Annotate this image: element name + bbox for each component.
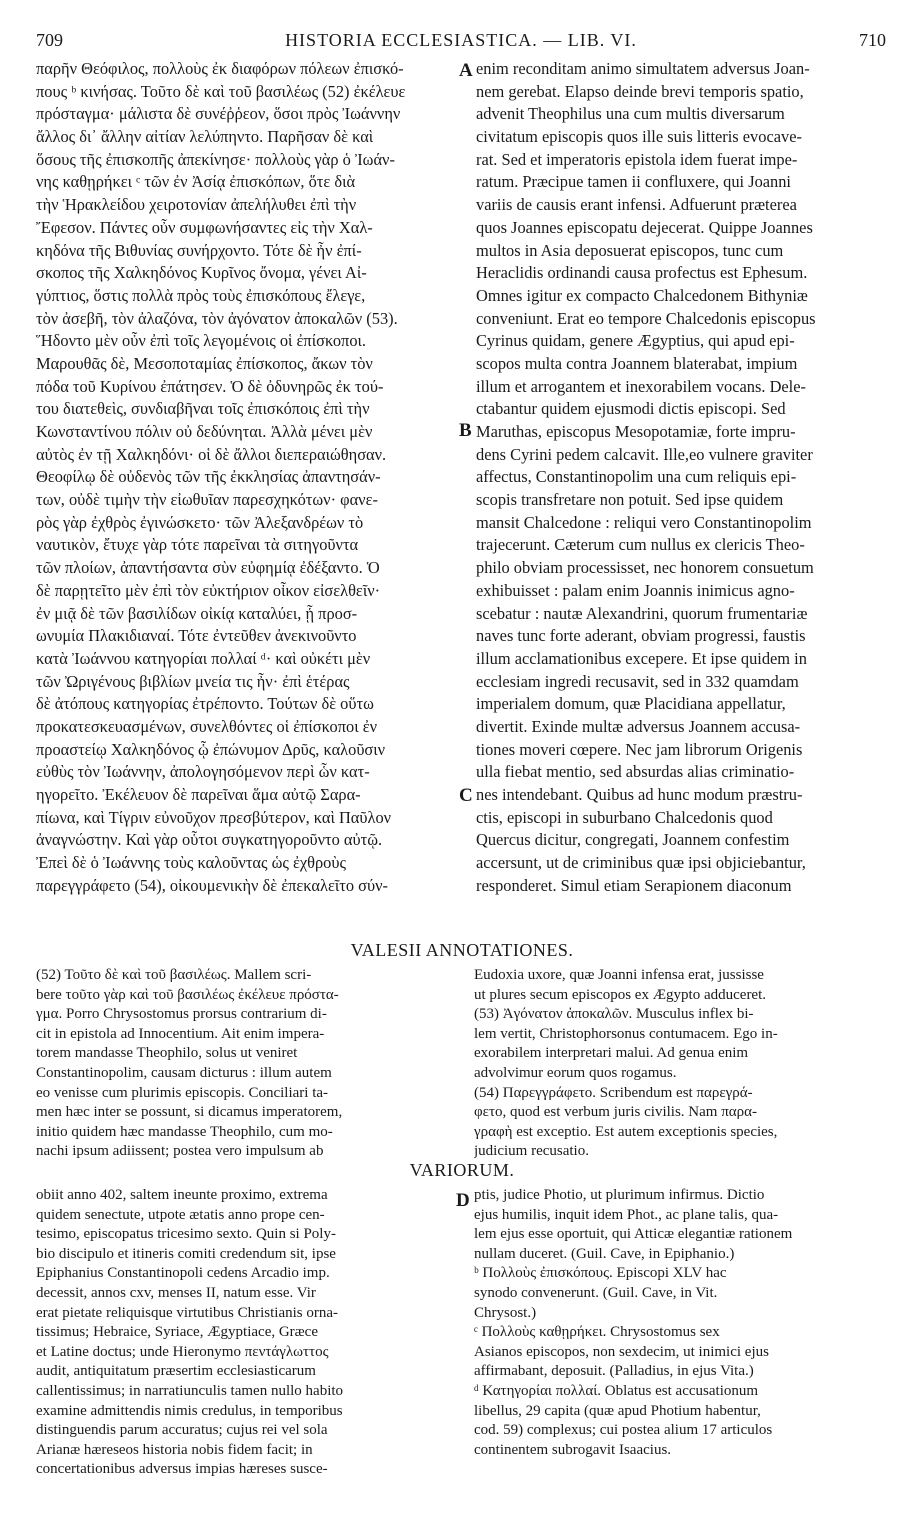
variorum-left-line: tissimus; Hebraice, Syriace, Ægyptiace, Græce: [36, 1324, 318, 1341]
valesii-right-line: exorabilem interpretari malui. Ad genua enim: [474, 1045, 749, 1062]
variorum-right-line: nullam duceret. (Guil. Cave, in Epiphanio.): [474, 1245, 735, 1262]
variorum-left-line: concertationibus adversus impias hæreses susce-: [36, 1461, 328, 1478]
greek-line: δὲ ἀτόπους κατηγορίας ἐτρέποντο. Τούτων δὲ οὕτω: [36, 694, 374, 714]
latin-main-text: [476, 58, 888, 897]
variorum-right-line: ejus humilis, inquit idem Phot., ac plane talis, qua-: [474, 1206, 779, 1223]
margin-marker-d: D: [456, 1190, 470, 1211]
latin-line: Omnes igitur ex compacto Chalcedonem Bithyniæ: [476, 285, 808, 305]
latin-line: variis de causis erant infensi. Adfuerunt præterea: [476, 195, 797, 215]
greek-line: ωνυμία Πλακιδιαναί. Τότε ἐντεῦθεν ἀνεκινοῦντο: [36, 626, 357, 646]
variorum-left-line: callentissimus; in narratiunculis tamen nullo habito: [36, 1382, 344, 1399]
valesii-right-line: advolvimur eorum quos rogamus.: [474, 1064, 677, 1081]
greek-line: γύπτιος, ὅστις πολλὰ πρὸς τοὺς ἐπισκόπους ἔλεγε,: [36, 285, 366, 305]
latin-line: Maruthas, episcopus Mesopotamiæ, forte impru-: [476, 422, 796, 441]
valesii-notes-left: [36, 966, 454, 1162]
latin-line: quos Joannes episcopatu dejecerat. Quippe Joannes: [476, 217, 813, 237]
latin-line: ratum. Præcipue tamen ii confluxere, qui Joanni: [476, 172, 791, 192]
variorum-notes-right: [474, 1186, 892, 1460]
greek-line: Ἐπεὶ δὲ ὁ Ἰωάννης τοὺς καλοῦντας ὡς ἐχθροὺς: [36, 853, 346, 873]
greek-line: ὅσους τῆς ἐπισκοπῆς ἀπεκίνησε· πολλοὺς γὰρ ὁ Ἰωάν-: [36, 149, 395, 169]
variorum-left-line: et Latine doctus; unde Hieronymo πεντάγλωττος: [36, 1343, 329, 1360]
greek-main-text: [36, 58, 458, 897]
valesii-notes-right: [474, 966, 892, 1162]
variorum-left-line: Arianæ hæreseos historia nobis fidem facit; in: [36, 1441, 313, 1458]
valesii-right-line: lem vertit, Christophorsonus contumacem. Ego in-: [474, 1025, 778, 1042]
valesii-left-line: initio quidem hæc mandasse Theophilo, cum mo-: [36, 1123, 333, 1140]
variorum-left-line: obiit anno 402, saltem ineunte proximo, extrema: [36, 1187, 328, 1203]
margin-marker-a: A: [459, 60, 473, 81]
latin-line: divertit. Exinde multæ adversus Joannem accusa-: [476, 716, 801, 736]
greek-line: πους ᵇ κινήσας. Τοῦτο δὲ καὶ τοῦ βασιλέως (52) ἐκέλευε: [36, 81, 406, 101]
variorum-left-line: quidem senectute, utpote ætatis anno prope cen-: [36, 1206, 325, 1223]
latin-line: ulla fiebat mentio, sed absurdas alias criminatio-: [476, 762, 795, 782]
valesii-right-line: γραφὴ est exceptio. Est autem exceptionis species,: [474, 1123, 778, 1140]
greek-line: τῶν Ὠριγένους βιβλίων μνεία τις ἦν· ἐπὶ ἑτέρας: [36, 671, 350, 691]
latin-line: philo obviam processisset, nec honorem consuetum: [476, 558, 814, 578]
latin-line: affectus, Constantinopolim una cum reliquis epi-: [476, 467, 797, 487]
variorum-left-line: bio discipulo et itineris comiti credendum sit, ipse: [36, 1245, 336, 1262]
latin-line: scopis transfretare non potuit. Sed ipse quidem: [476, 490, 784, 510]
valesii-right-line: ut plures secum episcopos ex Ægypto adduceret.: [474, 986, 767, 1003]
greek-line: ρὸς γὰρ ἐχθρὸς ἐγινώσκετο· τῶν Ἀλεξανδρέων τὸ: [36, 512, 364, 532]
greek-line: των, οὐδὲ τιμὴν τὴν εἰωθυῖαν παρεσχηκότων· φανε-: [36, 490, 378, 510]
valesii-left-line: (52) Τοῦτο δὲ καὶ τοῦ βασιλέως. Mallem scri-: [36, 967, 312, 983]
variorum-right-line: ptis, judice Photio, ut plurimum infirmus. Dictio: [474, 1187, 765, 1203]
latin-line: trajecerunt. Cæterum cum nullus ex clericis Theo-: [476, 535, 805, 555]
variorum-right-line: affirmabant, deposuit. (Palladius, in ejus Vita.): [474, 1363, 754, 1380]
greek-line: πόδα τοῦ Κυρίνου ἐπάτησεν. Ὁ δὲ ὀδυνηρῶς ἐκ τού-: [36, 376, 384, 396]
greek-line: παρῆν Θεόφιλος, πολλοὺς ἐκ διαφόρων πόλεων ἐπισκό-: [36, 59, 404, 78]
variorum-left-line: Epiphanius Constantinopoli cedens Arcadio imp.: [36, 1265, 330, 1282]
latin-line: Quercus dicitur, congregati, Joannem confestim: [476, 830, 790, 850]
variorum-right-line: lem ejus esse oportuit, qui Atticæ elegantiæ rationem: [474, 1226, 793, 1243]
valesii-left-line: men hæc inter se possunt, si dicamus imperatorem,: [36, 1104, 343, 1121]
latin-line: scebatur : nautæ Alexandrini, quorum frumentariæ: [476, 603, 808, 623]
variorum-right-line: ᶜ Πολλοὺς καθῃρήκει. Chrysostomus sex: [474, 1324, 720, 1341]
latin-line: rat. Sed et imperatoris epistola idem fuerat impe-: [476, 149, 798, 169]
latin-line: accersunt, ut de criminibus quæ ipsi objiciebantur,: [476, 853, 806, 873]
greek-line: τὸν ἀσεβῆ, τὸν ἀλαζόνα, τὸν ἀγόνατον ἀποκαλῶν (53).: [36, 308, 398, 328]
greek-line: εὐθὺς τὸν Ἰωάννην, ἀπολογησόμενον περὶ ὧν κατ-: [36, 762, 370, 782]
latin-line: Cyrinus quidam, genere Ægyptius, qui apud epi-: [476, 331, 795, 351]
greek-line: κατὰ Ἰωάννου κατηγορίαι πολλαί ᵈ· καὶ οὐκέτι μὲν: [36, 648, 371, 668]
latin-line: advenit Theophilus una cum multis diversarum: [476, 104, 785, 124]
latin-line: naves tunc forte aderant, obviam progressi, faustis: [476, 626, 806, 646]
greek-line: νης καθῃρήκει ᶜ τῶν ἐν Ἀσίᾳ ἐπισκόπων, ὅτε διὰ: [36, 172, 356, 192]
variorum-left-line: decessit, annos cxv, menses II, natum esse. Vir: [36, 1284, 316, 1301]
valesii-right-line: Eudoxia uxore, quæ Joanni infensa erat, jussisse: [474, 967, 764, 983]
greek-line: πίωνα, καὶ Τίγριν εὐνοῦχον πρεσβύτερον, καὶ Παῦλον: [36, 807, 392, 827]
greek-line: ἀναγνώστην. Καὶ γὰρ οὗτοι συγκατηγοροῦντο αὐτῷ.: [36, 830, 383, 850]
greek-line: παρεγγράφετο (54), οἰκουμενικὴν δὲ ἐπεκαλεῖτο σύν-: [36, 875, 388, 895]
latin-line: ctis, episcopi in suburbano Chalcedonis quod: [476, 807, 773, 827]
valesii-right-line: (54) Παρεγγράφετο. Scribendum est παρεγρά-: [474, 1084, 753, 1101]
latin-line: tiones moveri cœpere. Nec jam librorum Origenis: [476, 739, 803, 759]
greek-line: ναυτικὸν, ἔτυχε γὰρ τότε παρεῖναι τὰ σιτηγοῦντα: [36, 535, 359, 555]
page-number-right: 710: [859, 30, 886, 50]
margin-marker-c: C: [459, 785, 473, 806]
latin-line: scopos multa contra Joannem blaterabat, impium: [476, 353, 798, 373]
variorum-right-line: ᵇ Πολλοὺς ἐπισκόπους. Episcopi XLV hac: [474, 1265, 727, 1282]
valesii-right-line: judicium recusatio.: [474, 1143, 589, 1160]
page-number-left: 709: [36, 30, 63, 50]
latin-line: imperialem domum, quæ Placidiana appellatur,: [476, 694, 786, 714]
greek-line: ἄλλος δι᾽ ἄλλην αἰτίαν λελύπηντο. Παρῆσαν δὲ καὶ: [36, 127, 374, 147]
valesii-left-line: cit in epistola ad Innocentium. Ait enim impera-: [36, 1025, 325, 1042]
latin-line: multos in Asia deposuerat episcopos, tunc cum: [476, 240, 784, 260]
greek-line: Μαρουθᾶς δὲ, Μεσοποταμίας ἐπίσκοπος, ἄκων τὸν: [36, 353, 373, 373]
variorum-left-line: erat pietate reliquisque virtutibus Christianis orna-: [36, 1304, 339, 1321]
valesii-left-line: bere τοῦτο γὰρ καὶ τοῦ βασιλέως ἐκέλευε πρόστα-: [36, 986, 339, 1003]
valesii-left-line: γμα. Porro Chrysostomus prorsus contrarium di-: [36, 1006, 327, 1023]
running-title: HISTORIA ECCLESIASTICA. — LIB. VI.: [285, 30, 637, 50]
greek-line: σκοπος τῆς Χαλκηδόνος Κυρῖνος ὄνομα, γένει Αἰ-: [36, 263, 367, 283]
variorum-right-line: synodo convenerunt. (Guil. Cave, in Vit.: [474, 1284, 718, 1301]
margin-marker-b: B: [459, 420, 472, 441]
latin-line: nem gerebat. Elapso deinde brevi temporis spatio,: [476, 81, 804, 101]
variorum-title: VARIORUM.: [409, 1160, 515, 1180]
greek-line: τὴν Ἡρακλείδου χειροτονίαν ἀπελήλυθει ἐπὶ τὴν: [36, 195, 357, 215]
variorum-left-line: tesimo, episcopatus tricesimo sexto. Quin si Poly-: [36, 1226, 336, 1243]
greek-line: προκατεσκευασμένων, συνελθόντες οἱ ἐπίσκοποι ἐν: [36, 716, 377, 736]
greek-line: Κωνσταντίνου πόλιν οὐ δεδύνηται. Ἀλλὰ μένει μὲν: [36, 422, 373, 441]
latin-line: nes intendebant. Quibus ad hunc modum præstru-: [476, 785, 803, 804]
latin-line: illum acclamationibus excepere. Et ipse quidem in: [476, 648, 807, 668]
greek-line: αὐτὸς ἐν τῇ Χαλκηδόνι· οἱ δὲ ἄλλοι διεπεραιώθησαν.: [36, 444, 387, 464]
variorum-left-line: distinguendis parum accuratus; cujus rei vel sola: [36, 1422, 328, 1439]
greek-line: Ἥδοντο μὲν οὖν ἐπὶ τοῖς λεγομένοις οἱ ἐπίσκοποι.: [36, 331, 367, 351]
greek-line: του διατεθεὶς, συνδιαβῆναι τοῖς ἐπισκόποις ἐπὶ τὴν: [36, 399, 370, 419]
latin-line: mansit Chalcedone : reliqui vero Constantinopolim: [476, 512, 812, 532]
latin-line: conveniunt. Erat eo tempore Chalcedonis episcopus: [476, 308, 816, 328]
greek-line: Θεοφίλῳ δὲ οὐδενὸς τῶν τῆς ἐκκλησίας ἀπαντησάν-: [36, 467, 381, 487]
greek-line: τῶν πλοίων, ἀπαντήσαντα σὺν εὐφημίᾳ ἐδέξαντο. Ὁ: [36, 558, 380, 578]
latin-line: ecclesiam ingredi recusavit, sed in 332 quamdam: [476, 671, 799, 691]
latin-line: ctabantur quidem ejusmodi dictis episcopi. Sed: [476, 399, 786, 419]
latin-line: dens Cyrini pedem calcavit. Ille,eo vulnere graviter: [476, 444, 813, 464]
valesii-right-line: (53) Ἀγόνατον ἀποκαλῶν. Musculus inflex bi-: [474, 1006, 754, 1023]
variorum-right-line: cod. 59) complexus; cui postea alium 17 articulos: [474, 1422, 773, 1439]
latin-line: enim reconditam animo simultatem adversus Joan-: [476, 59, 810, 78]
greek-line: κηδόνα τῆς Βιθυνίας συνήρχοντο. Τότε δὲ ἦν ἐπί-: [36, 240, 362, 260]
variorum-left-line: examine admittendis nimis credulus, in temporibus: [36, 1402, 343, 1419]
valesii-left-line: nachi ipsum adiissent; postea vero impulsum ab: [36, 1143, 324, 1160]
valesii-left-line: Constantinopolim, causam dicturus : illum autem: [36, 1064, 332, 1081]
greek-line: ηγορεῖτο. Ἐκέλευον δὲ παρεῖναι ἅμα αὐτῷ Σαρα-: [36, 785, 361, 804]
variorum-right-line: Asianos episcopos, non sexdecim, ut inimici ejus: [474, 1343, 769, 1360]
greek-line: δὲ παρῃτεῖτο μὲν ἐπὶ τὸν εὐκτήριον οἶκον εἰσελθεῖν·: [36, 580, 381, 600]
valesii-left-line: eo venisse cum plurimis episcopis. Conciliari ta-: [36, 1084, 329, 1101]
valesii-left-line: torem mandasse Theophilo, solus ut veniret: [36, 1045, 298, 1062]
variorum-right-line: ᵈ Κατηγορίαι πολλαί. Oblatus est accusationum: [474, 1382, 759, 1399]
variorum-right-line: Chrysost.): [474, 1304, 537, 1321]
variorum-left-line: audit, antiquitatum præsertim ecclesiasticarum: [36, 1363, 316, 1380]
variorum-right-line: continentem subrogavit Isaacius.: [474, 1441, 672, 1458]
latin-line: exhibuisset : palam enim Joannis inimicus agno-: [476, 580, 795, 600]
latin-line: illum et arrogantem et inexorabilem vocans. Dele-: [476, 376, 806, 396]
variorum-right-line: libellus, 29 capita (quæ apud Photium habentur,: [474, 1402, 761, 1419]
running-header: [36, 30, 886, 56]
greek-line: πρόσταγμα· μάλιστα δὲ συνέῤῥεον, ὅσοι πρὸς Ἰωάννην: [36, 104, 401, 124]
greek-line: προαστείῳ Χαλκηδόνος ᾧ ἐπώνυμον Δρῦς, καλοῦσιν: [36, 739, 386, 759]
valesii-annotations-title: VALESII ANNOTATIONES.: [350, 940, 574, 960]
variorum-notes-left: [36, 1186, 454, 1480]
greek-line: Ἔφεσον. Πάντες οὖν συμφωνήσαντες εἰς τὴν Χαλ-: [36, 217, 373, 237]
latin-line: responderet. Simul etiam Serapionem diaconum: [476, 875, 792, 895]
latin-line: civitatum episcopis quos ille suis litteris evocave-: [476, 127, 802, 147]
valesii-right-line: φετο, quod est verbum juris civilis. Nam παρα-: [474, 1104, 757, 1121]
latin-line: Heraclidis ordinandi causa profectus est Ephesum.: [476, 263, 808, 283]
greek-line: ἐν μιᾷ δὲ τῶν βασιλίδων οἰκίᾳ καταλύει, ᾗ προσ-: [36, 603, 358, 623]
